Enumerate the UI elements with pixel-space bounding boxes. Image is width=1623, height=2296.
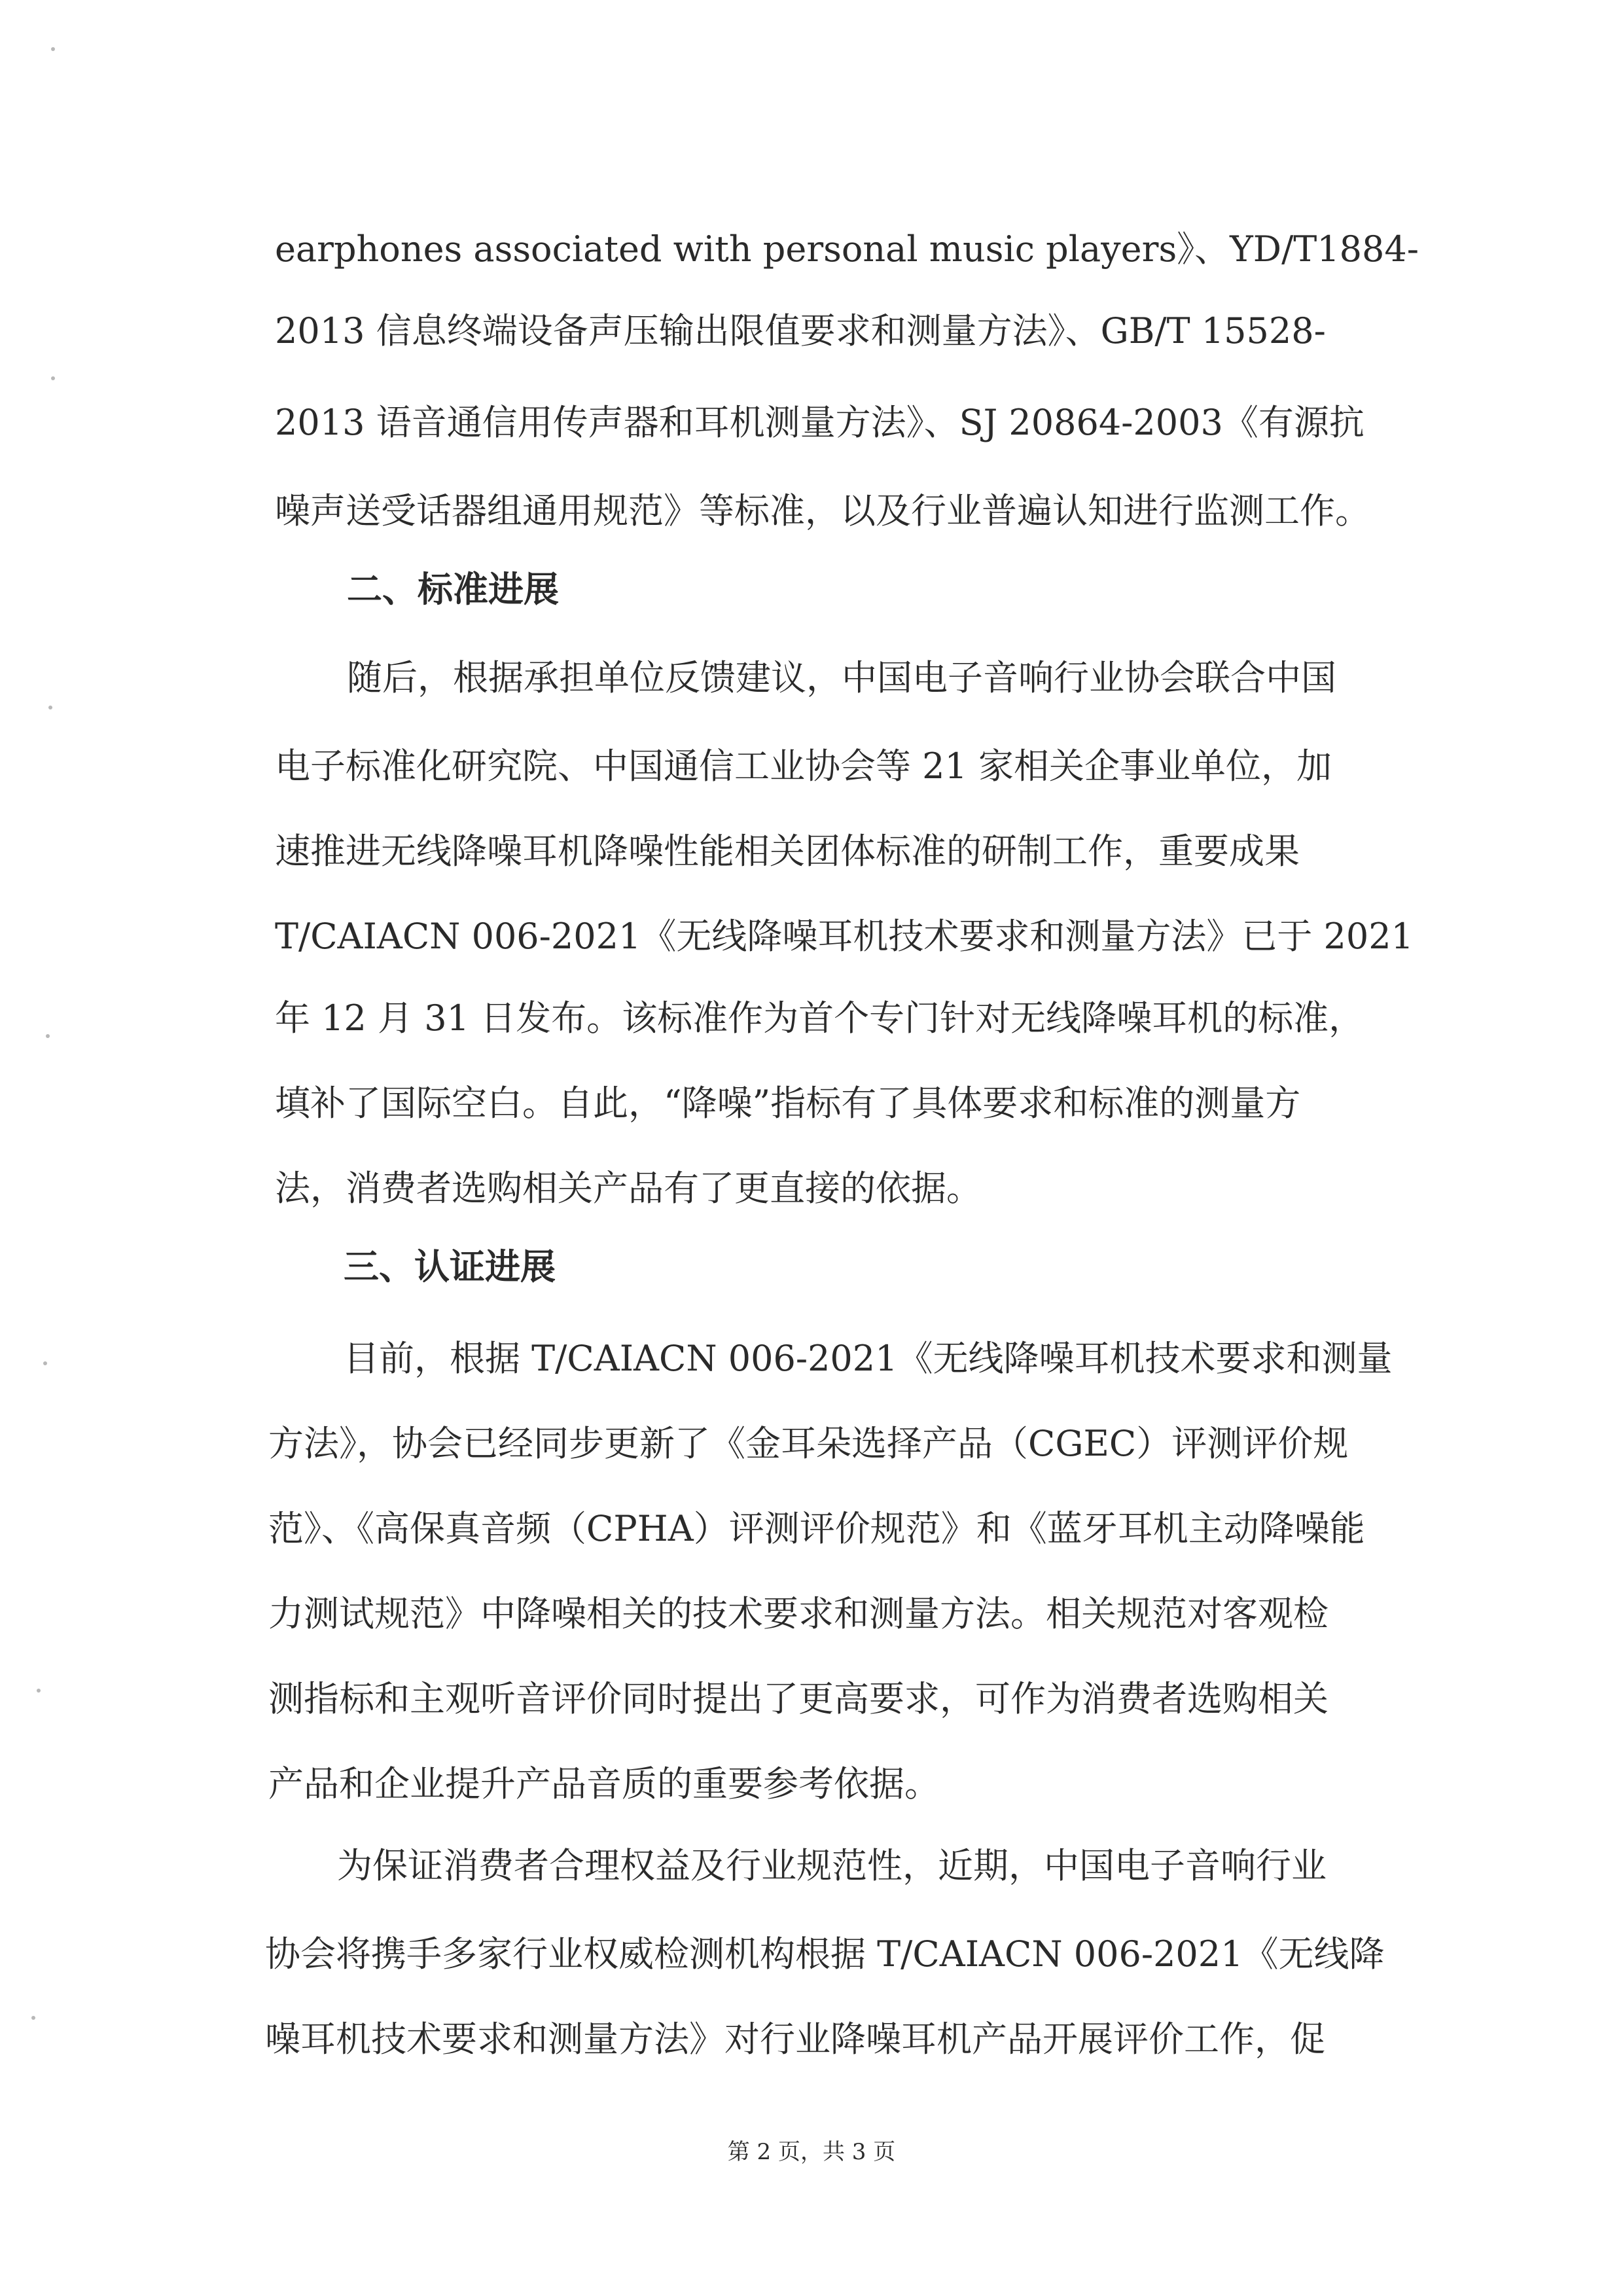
body-line: 产品和企业提升产品音质的重要参考依据。 xyxy=(268,1763,940,1804)
body-line: 填补了国际空白。自此，“降噪”指标有了具体要求和标准的测量方 xyxy=(275,1083,1301,1124)
body-line: 噪声送受话器组通用规范》等标准，以及行业普遍认知进行监测工作。 xyxy=(275,490,1370,531)
scan-dot xyxy=(48,706,52,709)
scan-dot xyxy=(46,1034,50,1038)
body-line: 方法》，协会已经同步更新了《金耳朵选择产品（CGEC）评测评价规 xyxy=(268,1423,1349,1464)
body-line: 协会将携手多家行业权威检测机构根据 T/CAIACN 006-2021《无线降 xyxy=(265,1933,1385,1975)
body-line: T/CAIACN 006-2021《无线降噪耳机技术要求和测量方法》已于 2021 xyxy=(275,916,1414,957)
body-line: 噪耳机技术要求和测量方法》对行业降噪耳机产品开展评价工作，促 xyxy=(265,2018,1325,2060)
scan-dot xyxy=(51,47,55,51)
scan-dot xyxy=(51,376,55,380)
scan-dot xyxy=(37,1689,41,1693)
section-heading-certification: 三、认证进展 xyxy=(344,1246,556,1287)
body-line: 目前，根据 T/CAIACN 006-2021《无线降噪耳机技术要求和测量 xyxy=(344,1338,1393,1379)
page-number-footer: 第 2 页，共 3 页 xyxy=(727,2139,896,2165)
scan-dot xyxy=(31,2016,35,2020)
body-line: 电子标准化研究院、中国通信工业协会等 21 家相关企事业单位，加 xyxy=(275,745,1332,787)
section-heading-standards: 二、标准进展 xyxy=(347,569,559,610)
body-line: 2013 语音通信用传声器和耳机测量方法》、SJ 20864-2003《有源抗 xyxy=(275,402,1364,443)
body-line: 速推进无线降噪耳机降噪性能相关团体标准的研制工作，重要成果 xyxy=(275,831,1300,872)
body-line: 随后，根据承担单位反馈建议，中国电子音响行业协会联合中国 xyxy=(347,657,1336,698)
body-line: 年 12 月 31 日发布。该标准作为首个专门针对无线降噪耳机的标准， xyxy=(275,997,1364,1039)
body-line: earphones associated with personal music players》、YD/T1884- xyxy=(275,228,1419,270)
scan-dot xyxy=(43,1361,47,1365)
body-line: 为保证消费者合理权益及行业规范性，近期，中国电子音响行业 xyxy=(337,1845,1327,1886)
body-line: 2013 信息终端设备声压输出限值要求和测量方法》、GB/T 15528- xyxy=(275,310,1326,351)
body-line: 力测试规范》中降噪相关的技术要求和测量方法。相关规范对客观检 xyxy=(268,1593,1329,1634)
body-line: 范》、《高保真音频（CPHA）评测评价规范》和《蓝牙耳机主动降噪能 xyxy=(268,1508,1365,1549)
body-line: 法，消费者选购相关产品有了更直接的依据。 xyxy=(275,1168,982,1209)
body-line: 测指标和主观听音评价同时提出了更高要求，可作为消费者选购相关 xyxy=(268,1678,1329,1719)
